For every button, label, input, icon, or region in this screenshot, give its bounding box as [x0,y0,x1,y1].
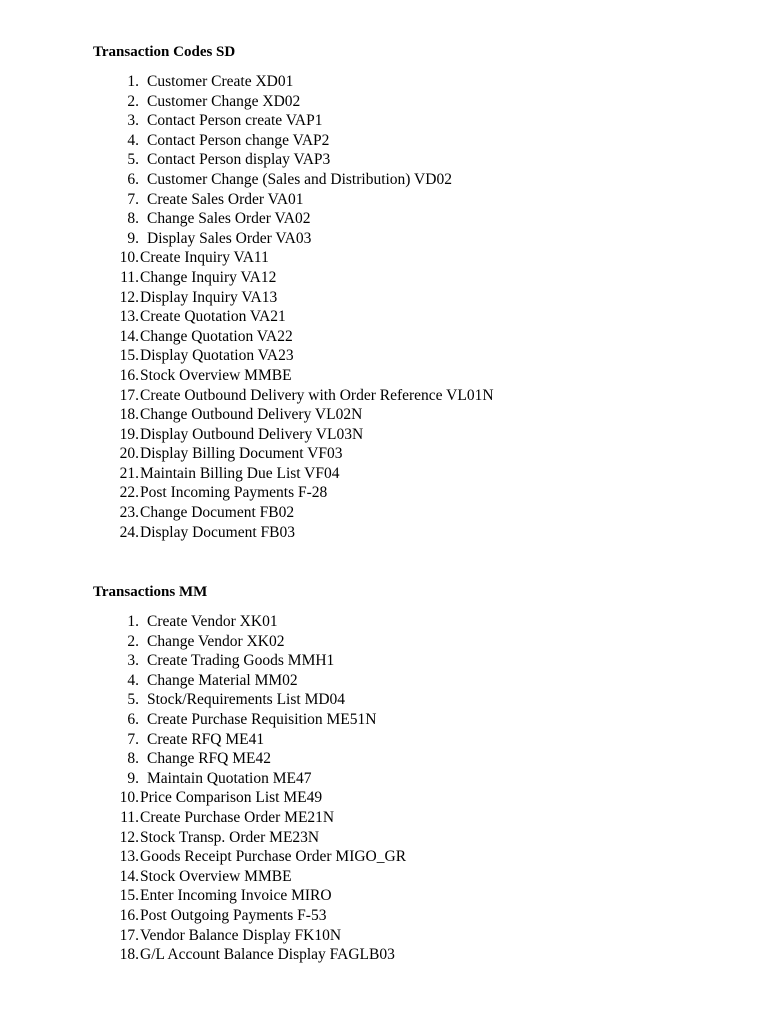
list-item [93,828,406,848]
item-number: 19. [119,425,139,443]
item-number: 22. [119,484,139,502]
item-text: Display Billing Document VF03 [140,445,343,463]
item-text: Create Inquiry VA11 [140,249,269,267]
item-number: 12. [119,288,139,306]
item-number: 13. [119,848,139,866]
item-text: Contact Person display VAP3 [147,151,331,169]
item-number: 17. [119,926,139,944]
item-number: 10. [119,249,139,267]
list-item [93,523,494,543]
list-item [93,503,494,523]
item-text: Contact Person create VAP1 [147,112,323,130]
item-text: Price Comparison List ME49 [140,789,323,807]
list-item [93,327,494,347]
list-item [93,346,494,366]
item-number: 2. [127,632,139,650]
item-text: Change Inquiry VA12 [140,268,277,286]
item-number: 24. [119,523,139,541]
list-item [93,749,406,769]
item-text: Contact Person change VAP2 [147,131,330,149]
item-text: Create Vendor XK01 [147,613,278,630]
list-item [93,730,406,750]
item-number: 23. [119,504,139,522]
item-number: 14. [119,867,139,885]
item-number: 14. [119,327,139,345]
list-item [93,170,494,190]
item-number: 11. [120,268,139,286]
list-item [93,386,494,406]
item-text: Create Quotation VA21 [140,308,286,326]
list-item [93,209,494,229]
item-number: 16. [119,366,139,384]
list-item [93,906,406,926]
item-number: 3. [127,652,139,670]
list-item [93,268,494,288]
item-text: Change Outbound Delivery VL02N [140,406,363,424]
list-item [93,307,494,327]
item-text: Display Inquiry VA13 [140,288,278,306]
list-item [93,945,406,965]
item-number: 9. [127,229,139,247]
item-text: Change Material MM02 [147,671,298,689]
item-number: 16. [119,906,139,924]
list-item [93,632,406,652]
item-text: Change RFQ ME42 [147,750,271,768]
item-number: 7. [127,730,139,748]
item-text: Display Sales Order VA03 [147,229,312,247]
list-item [93,808,406,828]
section-heading-mm: Transactions MM [93,584,208,600]
section-heading-sd: Transaction Codes SD [93,44,236,60]
item-number: 10. [119,789,139,807]
list-item [93,150,494,170]
item-text: Maintain Quotation ME47 [147,769,312,787]
list-item [93,464,494,484]
item-number: 6. [127,170,139,188]
list-item [93,651,406,671]
list-item [93,288,494,308]
list-item [93,769,406,789]
list-item [93,131,494,151]
item-text: Create Outbound Delivery with Order Reference VL01N [140,386,494,404]
item-text: Stock Transp. Order ME23N [140,828,320,846]
list-item [93,425,494,445]
list-item [93,483,494,503]
list-item [93,788,406,808]
item-text: Create Purchase Requisition ME51N [147,710,377,728]
list-item [93,847,406,867]
item-text: Post Outgoing Payments F-53 [140,906,327,924]
item-number: 8. [127,750,139,768]
list-item [93,612,406,632]
item-text: Display Outbound Delivery VL03N [140,425,364,443]
item-text: Change Vendor XK02 [147,632,285,650]
list-item [93,886,406,906]
item-number: 20. [119,445,139,463]
item-text: Display Document FB03 [140,523,295,541]
item-text: Create RFQ ME41 [147,730,265,748]
item-number: 1. [127,73,139,90]
item-number: 3. [127,112,139,130]
list-item [93,926,406,946]
item-text: Customer Change (Sales and Distribution) VD02 [147,170,452,188]
list-item [93,867,406,887]
item-number: 8. [127,210,139,228]
item-text: Vendor Balance Display FK10N [140,926,342,944]
item-text: Stock/Requirements List MD04 [147,691,346,709]
item-number: 4. [127,131,139,149]
section-sd [93,42,494,542]
item-number: 18. [119,406,139,424]
item-text: Change Document FB02 [140,504,295,522]
list-item [93,190,494,210]
item-number: 4. [127,671,139,689]
list-item [93,366,494,386]
item-text: Display Quotation VA23 [140,347,294,365]
item-number: 17. [119,386,139,404]
item-number: 5. [127,151,139,169]
item-text: Stock Overview MMBE [140,366,292,384]
item-number: 18. [119,946,139,964]
item-number: 5. [127,691,139,709]
item-number: 2. [127,92,139,110]
section-mm [93,582,406,965]
item-text: Change Sales Order VA02 [147,210,311,228]
list-item [93,229,494,249]
item-text: G/L Account Balance Display FAGLB03 [140,946,395,964]
item-number: 13. [119,308,139,326]
transaction-list-mm [93,612,406,965]
list-item [93,72,494,92]
item-number: 21. [119,464,139,482]
item-number: 11. [120,808,139,826]
item-text: Create Sales Order VA01 [147,190,304,208]
item-text: Create Purchase Order ME21N [140,808,335,826]
list-item [93,248,494,268]
list-item [93,405,494,425]
item-text: Enter Incoming Invoice MIRO [140,887,332,905]
item-text: Customer Create XD01 [147,73,294,90]
item-text: Customer Change XD02 [147,92,301,110]
list-item [93,690,406,710]
item-text: Create Trading Goods MMH1 [147,652,335,670]
item-text: Stock Overview MMBE [140,867,292,885]
item-number: 6. [127,710,139,728]
item-text: Goods Receipt Purchase Order MIGO_GR [140,848,407,866]
list-item [93,111,494,131]
item-text: Maintain Billing Due List VF04 [140,464,340,482]
item-number: 15. [119,887,139,905]
item-text: Post Incoming Payments F-28 [140,484,328,502]
item-number: 9. [127,769,139,787]
item-text: Change Quotation VA22 [140,327,293,345]
item-number: 12. [119,828,139,846]
item-number: 7. [127,190,139,208]
item-number: 1. [127,613,139,630]
item-number: 15. [119,347,139,365]
list-item [93,92,494,112]
list-item [93,710,406,730]
list-item [93,444,494,464]
transaction-list-sd [93,72,494,542]
list-item [93,671,406,691]
